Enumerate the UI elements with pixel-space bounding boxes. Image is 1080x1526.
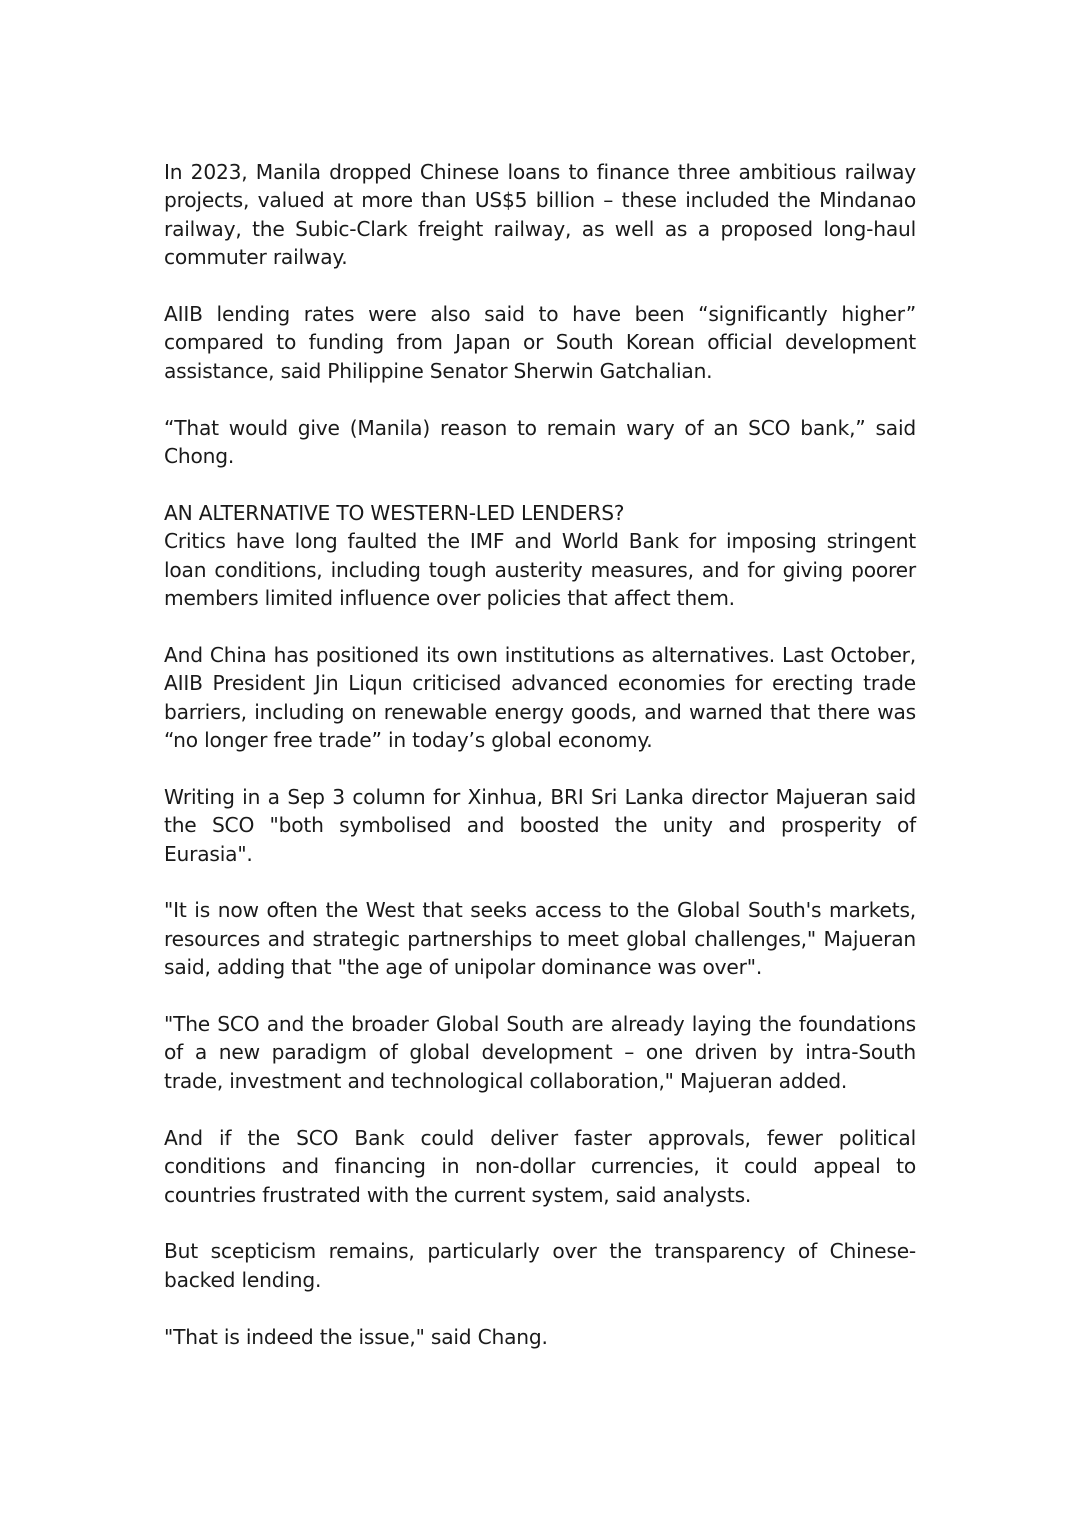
- paragraph-sco-bank-appeal: And if the SCO Bank could deliver faster approvals, fewer political conditions and financing in non-dollar currencies, it could appeal to countries frustrated with the current system, said analysts.: [164, 1125, 916, 1207]
- paragraph-critics: Critics have long faulted the IMF and World Bank for imposing stringent loan conditions, including tough austerity measures, and for giving poorer members limited influence over policies that affect them.: [164, 529, 916, 611]
- paragraph-china-alternatives: And China has positioned its own institutions as alternatives. Last October, AIIB President Jin Liqun criticised advanced economies for erecting trade barriers, including on renewable energy goods, and warned that there was “no longer free trade” in today’s global economy.: [164, 642, 916, 753]
- paragraph-aiib-rates: AIIB lending rates were also said to have been “significantly higher” compared to funding from Japan or South Korean official development assistance, said Philippine Senator Sherwin Gatchalian.: [164, 302, 916, 383]
- paragraph-chang-quote: "That is indeed the issue," said Chang.: [164, 1324, 548, 1349]
- paragraph-scepticism: But scepticism remains, particularly over the transparency of Chinese-backed lending.: [164, 1239, 916, 1292]
- paragraph-xinhua-column: Writing in a Sep 3 column for Xinhua, BRI Sri Lanka director Majueran said the SCO "both symbolised and boosted the unity and prosperity of Eurasia".: [164, 784, 916, 866]
- paragraph-majueran-west: "It is now often the West that seeks access to the Global South's markets, resources and strategic partnerships to meet global challenges," Majueran said, adding that "the age of unipolar dominance was over".: [164, 898, 916, 980]
- paragraph-railway-loans: In 2023, Manila dropped Chinese loans to finance three ambitious railway projects, valued at more than US$5 billion – these included the Mindanao railway, the Subic-Clark freight railway, as well as a proposed long-haul commuter railway.: [164, 160, 916, 270]
- article-body: [164, 158, 916, 1379]
- section-heading: AN ALTERNATIVE TO WESTERN-LED LENDERS?: [164, 500, 625, 525]
- paragraph-chong-quote: “That would give (Manila) reason to remain wary of an SCO bank,” said Chong.: [164, 415, 916, 469]
- paragraph-majueran-paradigm: "The SCO and the broader Global South are already laying the foundations of a new paradigm of global development – one driven by intra-South trade, investment and technological collaboration," Majueran added.: [164, 1012, 916, 1093]
